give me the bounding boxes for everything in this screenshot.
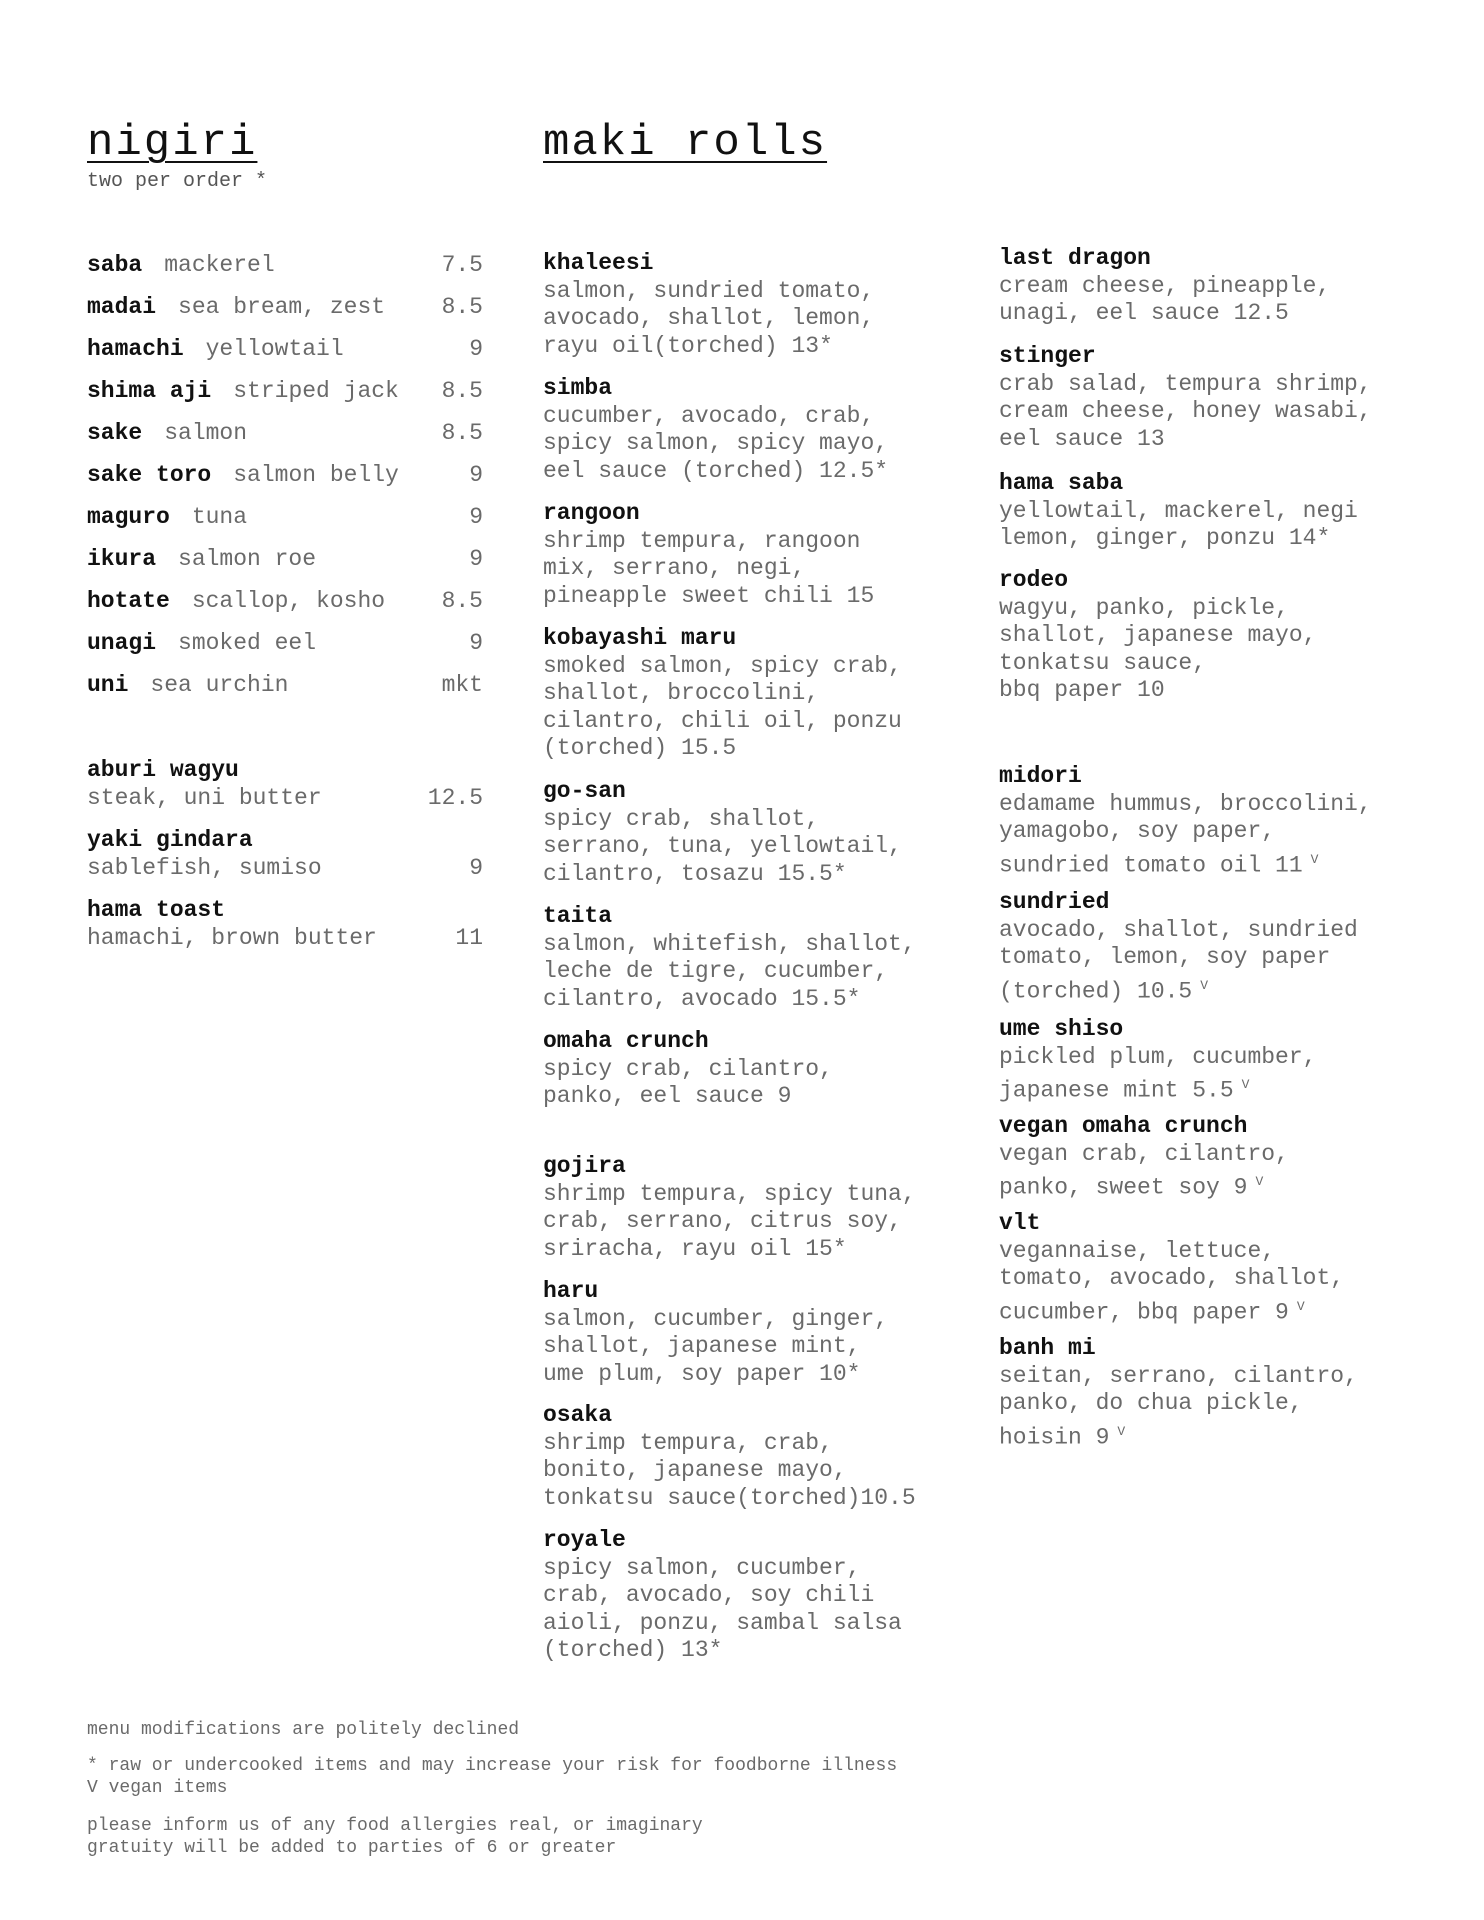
roll-ingredients-line: panko, eel sauce 9 [543,1083,792,1110]
roll-item [543,500,983,610]
roll-ingredients-line: cilantro, avocado 15.5* [543,985,861,1012]
nigiri-item-desc: salmon [164,420,248,446]
nigiri-item-name: unagi [87,630,157,656]
roll-ingredients-line: (torched) 15.5 [543,735,737,762]
roll-item [543,1527,983,1665]
roll-ingredients-line: spicy crab, shallot, [543,805,820,832]
nigiri-heading: nigiri [87,118,258,168]
nigiri-item-price: 9 [469,504,483,530]
roll-ingredients-line: shallot, japanese mint, [543,1333,861,1360]
roll-ingredients-line: spicy salmon, cucumber, [543,1554,861,1581]
nigiri-item [87,627,483,659]
vegan-mark: V [1310,851,1319,867]
roll-name: hama saba [999,470,1124,496]
nigiri-item-name: maguro [87,504,170,530]
vegan-mark: V [1296,1298,1305,1314]
roll-ingredients-line: tonkatsu sauce, [999,649,1207,676]
roll-ingredients-line: panko, do chua pickle, [999,1390,1303,1417]
roll-ingredients-line [999,1071,1439,1105]
roll-item [999,1016,1439,1105]
roll-ingredients-line: seitan, serrano, cilantro, [999,1362,1358,1389]
roll-ingredients-line: pickled plum, cucumber, [999,1043,1317,1070]
footer-gratuity: gratuity will be added to parties of 6 or greater [87,1838,617,1858]
nigiri-item-desc: sea urchin [150,672,289,698]
roll-item [543,250,983,360]
roll-ingredients-line: (torched) 13* [543,1637,723,1664]
roll-name: khaleesi [543,250,654,276]
nigiri-item [87,543,483,575]
nigiri-item-desc: sea bream, zest [178,294,386,320]
small-plate-name: hama toast [87,897,226,923]
roll-name: haru [543,1278,599,1304]
roll-ingredients-line: tomato, avocado, shallot, [999,1265,1345,1292]
small-plate-price: 12.5 [427,785,483,811]
roll-ingredients-line: mix, serrano, negi, [543,555,806,582]
roll-ingredients-line: crab, serrano, citrus soy, [543,1208,902,1235]
small-plate-line [87,784,483,812]
footer-raw-warning: * raw or undercooked items and may increase your risk for foodborne illness [87,1756,898,1776]
roll-ingredients-line: cream cheese, honey wasabi, [999,398,1372,425]
roll-ingredients-line: lemon, ginger, ponzu 14* [999,525,1331,552]
nigiri-item [87,501,483,533]
roll-ingredients-line: crab, avocado, soy chili [543,1582,875,1609]
roll-ingredients-text: panko, sweet soy 9 [999,1174,1248,1201]
small-plate-price: 11 [455,925,483,951]
maki-heading: maki rolls [543,118,828,168]
nigiri-item-price: 8.5 [441,420,483,446]
roll-ingredients-line: bbq paper 10 [999,677,1165,704]
small-plate-desc: sablefish, sumiso [87,855,322,881]
small-plate-price: 9 [469,855,483,881]
roll-name: kobayashi maru [543,625,737,651]
roll-ingredients-line: wagyu, panko, pickle, [999,594,1289,621]
footer-allergies: please inform us of any food allergies real, or imaginary [87,1816,703,1836]
small-plate-line [87,854,483,882]
roll-ingredients-line: cream cheese, pineapple, [999,272,1331,299]
roll-ingredients-line [999,1293,1439,1327]
vegan-mark: V [1200,977,1209,993]
roll-ingredients-line: serrano, tuna, yellowtail, [543,833,902,860]
nigiri-item-desc: salmon roe [178,546,317,572]
small-plate-desc: hamachi, brown butter [87,925,377,951]
roll-ingredients-line: unagi, eel sauce 12.5 [999,300,1289,327]
roll-ingredients-line: sriracha, rayu oil 15* [543,1235,847,1262]
roll-name: omaha crunch [543,1028,709,1054]
nigiri-item-price: 9 [469,630,483,656]
roll-ingredients-line: shrimp tempura, spicy tuna, [543,1180,916,1207]
vegan-mark: V [1241,1077,1250,1093]
roll-ingredients-line: ume plum, soy paper 10* [543,1360,861,1387]
roll-ingredients-line: eel sauce 13 [999,425,1165,452]
roll-ingredients-text: hoisin 9 [999,1424,1110,1451]
nigiri-item [87,249,483,281]
roll-name: rangoon [543,500,640,526]
small-plate-desc: steak, uni butter [87,785,322,811]
roll-ingredients-text: cucumber, bbq paper 9 [999,1299,1289,1326]
roll-ingredients-line: tomato, lemon, soy paper [999,944,1331,971]
roll-ingredients-line: shallot, broccolini, [543,680,820,707]
roll-item [999,763,1439,880]
nigiri-item [87,417,483,449]
roll-name: stinger [999,343,1096,369]
roll-ingredients-line: crab salad, tempura shrimp, [999,370,1372,397]
roll-name: simba [543,375,613,401]
roll-item [543,1153,983,1263]
footer-modifications: menu modifications are politely declined [87,1720,520,1740]
roll-name: royale [543,1527,626,1553]
roll-name: last dragon [999,245,1151,271]
roll-ingredients-line: bonito, japanese mayo, [543,1457,847,1484]
nigiri-item-desc: yellowtail [205,336,344,362]
small-plate-item [87,756,483,812]
roll-item [543,1028,983,1111]
roll-item [999,567,1439,705]
roll-name: ume shiso [999,1016,1124,1042]
roll-ingredients-line: spicy crab, cilantro, [543,1055,833,1082]
roll-ingredients-text: sundried tomato oil 11 [999,852,1303,879]
roll-item [999,343,1439,453]
roll-name: sundried [999,889,1110,915]
nigiri-item-price: 8.5 [441,378,483,404]
small-plate-item [87,826,483,882]
roll-ingredients-line: cilantro, tosazu 15.5* [543,860,847,887]
roll-item [543,1278,983,1388]
nigiri-item-price: 8.5 [441,588,483,614]
nigiri-item [87,669,483,701]
roll-ingredients-text: japanese mint 5.5 [999,1077,1234,1104]
roll-ingredients-line: yamagobo, soy paper, [999,818,1276,845]
roll-item [999,1210,1439,1327]
roll-ingredients-line: edamame hummus, broccolini, [999,790,1372,817]
nigiri-item-name: sake [87,420,143,446]
roll-ingredients-line: vegannaise, lettuce, [999,1237,1276,1264]
small-plate-name: yaki gindara [87,827,253,853]
roll-item [543,1402,983,1512]
nigiri-item-name: madai [87,294,157,320]
nigiri-item-price: 9 [469,336,483,362]
nigiri-item-price: 9 [469,546,483,572]
nigiri-item-name: ikura [87,546,157,572]
roll-item [543,778,983,888]
nigiri-item-price: 7.5 [441,252,483,278]
roll-ingredients-line [999,1168,1439,1202]
nigiri-item-desc: scallop, kosho [191,588,386,614]
nigiri-item-name: hamachi [87,336,184,362]
roll-ingredients-line: shrimp tempura, rangoon [543,527,861,554]
roll-ingredients-line: spicy salmon, spicy mayo, [543,430,889,457]
nigiri-item [87,333,483,365]
roll-ingredients-line: vegan crab, cilantro, [999,1140,1289,1167]
nigiri-item-desc: striped jack [233,378,399,404]
roll-name: vegan omaha crunch [999,1113,1248,1139]
small-plate-line [87,924,483,952]
roll-ingredients-line: salmon, cucumber, ginger, [543,1305,889,1332]
nigiri-item-desc: salmon belly [233,462,399,488]
roll-ingredients-line: salmon, sundried tomato, [543,277,875,304]
roll-ingredients-line: eel sauce (torched) 12.5* [543,457,889,484]
roll-ingredients-line: rayu oil(torched) 13* [543,332,833,359]
nigiri-item-name: shima aji [87,378,212,404]
footer-vegan-key: V vegan items [87,1778,228,1798]
nigiri-item-desc: tuna [191,504,248,530]
roll-ingredients-line: salmon, whitefish, shallot, [543,930,916,957]
roll-ingredients-line: yellowtail, mackerel, negi [999,497,1358,524]
vegan-mark: V [1255,1174,1264,1190]
nigiri-item-name: saba [87,252,143,278]
roll-name: taita [543,903,613,929]
roll-name: gojira [543,1153,626,1179]
roll-ingredients-line: cilantro, chili oil, ponzu [543,707,902,734]
roll-item [543,625,983,763]
roll-item [999,470,1439,553]
nigiri-item [87,291,483,323]
nigiri-item [87,585,483,617]
nigiri-item-price: 9 [469,462,483,488]
roll-item [999,889,1439,1006]
roll-ingredients-line: pineapple sweet chili 15 [543,582,875,609]
nigiri-subtitle: two per order * [87,170,268,193]
roll-ingredients-line [999,972,1439,1006]
nigiri-item-name: hotate [87,588,170,614]
nigiri-item-name: sake toro [87,462,212,488]
roll-item [543,375,983,485]
nigiri-item [87,375,483,407]
roll-ingredients-line: smoked salmon, spicy crab, [543,652,902,679]
roll-ingredients-line: tonkatsu sauce(torched)10.5 [543,1484,916,1511]
nigiri-item-price: 8.5 [441,294,483,320]
small-plate-item [87,896,483,952]
vegan-mark: V [1117,1423,1126,1439]
roll-name: rodeo [999,567,1069,593]
roll-ingredients-text: (torched) 10.5 [999,978,1193,1005]
roll-ingredients-line: avocado, shallot, lemon, [543,305,875,332]
roll-name: midori [999,763,1082,789]
small-plate-name: aburi wagyu [87,757,239,783]
nigiri-item-price: mkt [441,672,483,698]
nigiri-item-desc: mackerel [164,252,275,278]
roll-name: vlt [999,1210,1041,1236]
roll-ingredients-line: avocado, shallot, sundried [999,916,1358,943]
roll-ingredients-line [999,846,1439,880]
roll-name: osaka [543,1402,613,1428]
roll-ingredients-line: shallot, japanese mayo, [999,622,1317,649]
roll-name: banh mi [999,1335,1096,1361]
roll-ingredients-line: aioli, ponzu, sambal salsa [543,1609,902,1636]
roll-ingredients-line: cucumber, avocado, crab, [543,402,875,429]
nigiri-item-name: uni [87,672,129,698]
roll-item [999,1335,1439,1452]
nigiri-item-desc: smoked eel [178,630,317,656]
roll-ingredients-line: leche de tigre, cucumber, [543,958,889,985]
roll-item [999,245,1439,328]
roll-name: go-san [543,778,626,804]
roll-item [543,903,983,1013]
nigiri-item [87,459,483,491]
roll-ingredients-line [999,1418,1439,1452]
roll-ingredients-line: shrimp tempura, crab, [543,1429,833,1456]
roll-item [999,1113,1439,1202]
